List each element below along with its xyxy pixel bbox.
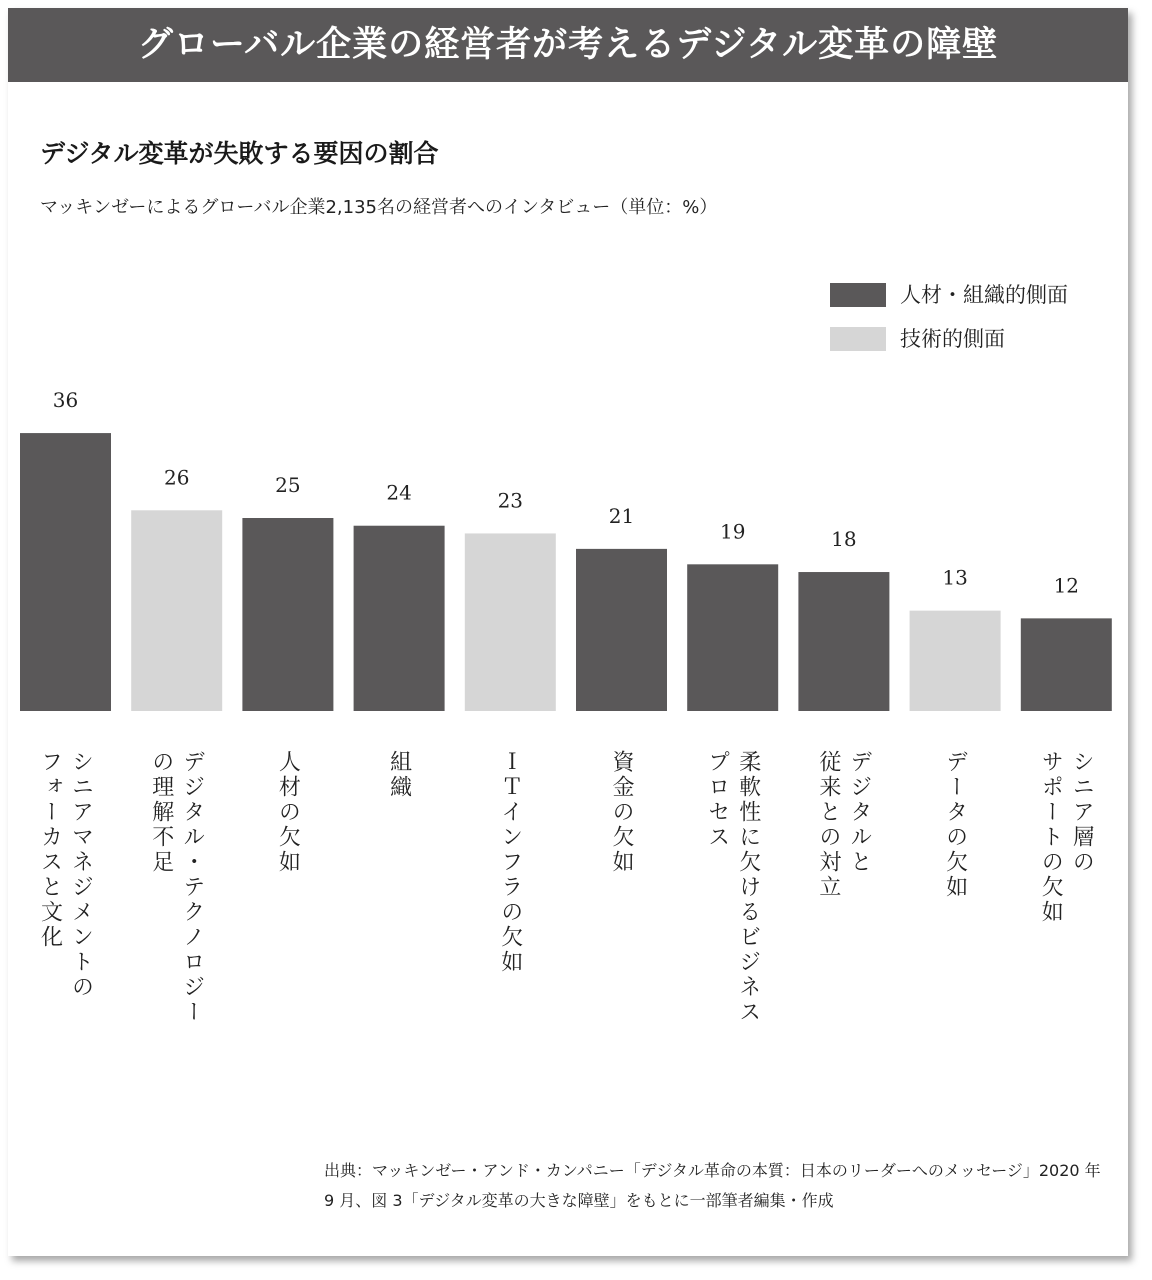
legend-label-people: 人材・組織的側面 (900, 283, 1068, 307)
bar-value-6: 21 (608, 503, 635, 528)
bar-5 (465, 533, 556, 711)
bar-value-5: 23 (497, 488, 524, 513)
bar-value-1: 36 (52, 388, 79, 413)
bar-chart (8, 8, 1128, 1256)
category-label-10: シニア層の サポートの欠如 (1038, 750, 1095, 925)
category-label-4: 組織 (386, 750, 412, 800)
bar-1 (20, 433, 111, 711)
bar-value-10: 12 (1053, 573, 1080, 598)
bar-value-4: 24 (386, 480, 412, 505)
bar-value-7: 19 (719, 519, 746, 544)
bar-2 (131, 510, 222, 711)
category-label-1: シニアマネジメントの フォーカスと文化 (37, 750, 94, 1000)
bar-value-3: 25 (275, 473, 301, 497)
bar-8 (798, 572, 889, 711)
bar-10 (1021, 618, 1112, 711)
category-label-9: データの欠如 (942, 750, 968, 900)
category-label-8: デジタルと 従来との対立 (815, 750, 872, 900)
category-label-3: 人材の欠如 (275, 750, 301, 875)
banner-title: グローバル企業の経営者が考えるデジタル変革の障壁 (8, 8, 1128, 82)
category-label-6: 資金の欠如 (609, 750, 634, 875)
bar-value-8: 18 (831, 527, 857, 552)
chart-subtitle: マッキンゼーによるグローバル企業2,135名の経営者へのインタビュー（単位：%） (40, 197, 718, 218)
bar-7 (687, 564, 778, 711)
bar-value-9: 13 (942, 565, 968, 590)
legend-label-tech: 技術的側面 (900, 327, 1005, 351)
source-note: 出典：マッキンゼー・アンド・カンパニー「デジタル革命の本質：日本のリーダーへのメッセージ」2020 年 9 月、図 3「デジタル変革の大きな障壁」をもとに一部筆者編集・作成 (324, 1161, 1101, 1210)
bar-4 (354, 526, 445, 711)
category-label-2: デジタル・テクノロジー の理解不足 (148, 750, 205, 1025)
bar-value-2: 26 (163, 465, 190, 490)
bar-3 (242, 518, 333, 711)
chart-title: デジタル変革が失敗する要因の割合 (40, 139, 439, 168)
category-label-7: 柔軟性に欠けるビジネス プロセス (704, 750, 761, 1025)
bar-6 (576, 549, 667, 711)
infographic-card (8, 8, 1128, 1256)
category-label-5: ＩＴインフラの欠如 (497, 750, 523, 975)
bar-9 (910, 611, 1001, 711)
